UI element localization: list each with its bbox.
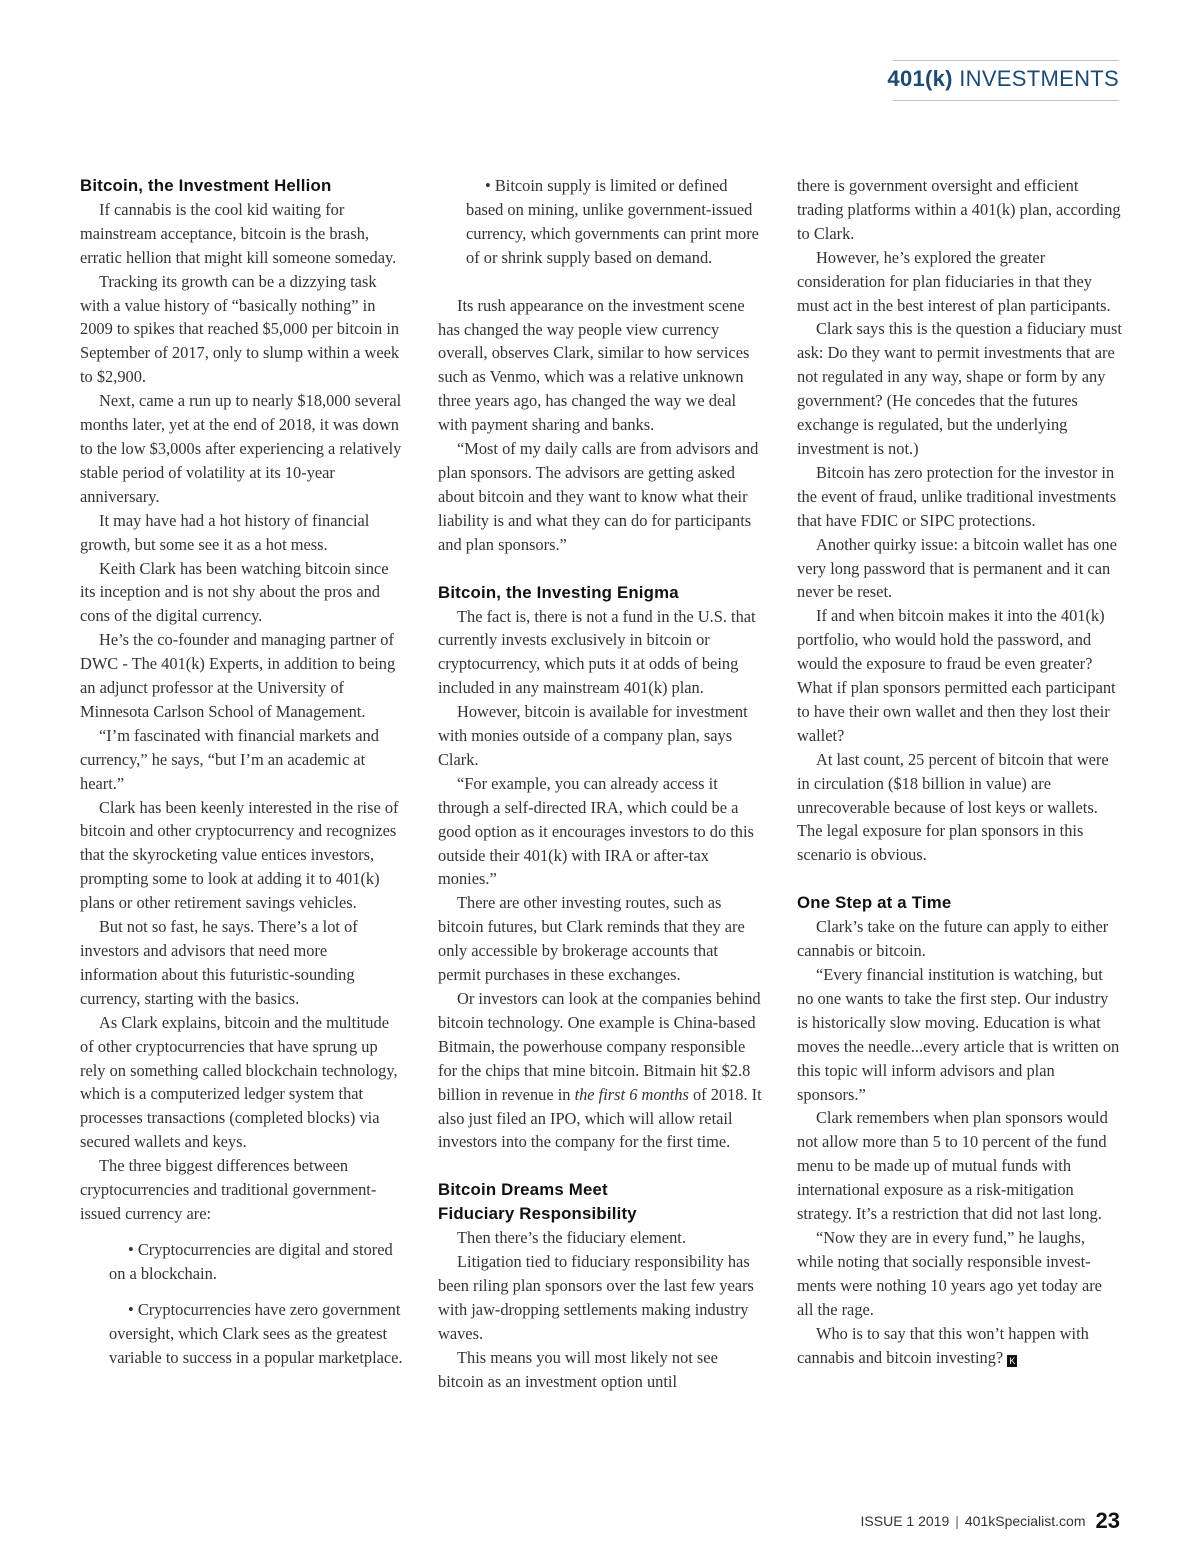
paragraph: Clark says this is the question a fiduciary must ask: Do they want to permit investments that are not regulated in any way, shape or form by any government? (He concedes that the futures exchange is regulated, but the underlying investment is not.) — [797, 319, 1122, 458]
paragraph: But not so fast, he says. There’s a lot of investors and advisors that need more information about this futuristic-sounding currency, starting with the basics. — [80, 917, 358, 1008]
spacer — [80, 1226, 405, 1238]
paragraph: However, bitcoin is available for investment with monies outside of a company plan, says Clark. — [438, 702, 748, 769]
spacer — [438, 270, 763, 294]
header-rule-bottom — [893, 100, 1119, 101]
paragraph: Then there’s the fiduciary element. — [457, 1228, 686, 1248]
paragraph: “Now they are in every fund,” he laughs, while noting that socially responsible investments were nothing 10 years ago yet today are all the rage. — [797, 1227, 1102, 1319]
paragraph: Clark remembers when plan sponsors would not allow more than 5 to 10 percent of the fund menu to be made up of mutual funds with international exposure as a risk-mitigation strategy. It’s a restriction that did not last long. — [797, 1108, 1108, 1224]
paragraph: The three biggest differences between cryptocurrencies and traditional government-issued currency are: — [80, 1156, 377, 1223]
header-rule-top — [893, 60, 1119, 61]
paragraph: If cannabis is the cool kid waiting for mainstream acceptance, bitcoin is the brash, erratic hellion that might kill someone someday. — [80, 199, 397, 267]
paragraph-text: of 2018. It also just filed an IPO, which will allow retail investors into the company for the first time. — [438, 1084, 762, 1152]
spacer — [438, 557, 763, 581]
column-2 — [438, 174, 763, 1394]
footer-separator: | — [955, 1513, 959, 1529]
bullet-item: • Cryptocurrencies are digital and stored on a blockchain. — [109, 1239, 393, 1283]
paragraph: It may have had a hot history of financial growth, but some see it as a hot mess. — [80, 510, 370, 554]
heading-one-step: One Step at a Time — [797, 893, 952, 913]
spacer — [80, 1286, 405, 1298]
paragraph: Clark has been keenly interested in the rise of bitcoin and other cryptocurrency and recognizes that the skyrocketing value entices investors, prompting some to look at adding it to 401(k) plans or other retirement savings vehicles. — [80, 797, 399, 913]
paragraph: However, he’s explored the greater consideration for plan fiduciaries in that they must act in the best interest of plan participants. — [797, 247, 1111, 315]
footer-issue: ISSUE 1 2019 — [860, 1513, 950, 1529]
end-mark-icon: K — [1009, 1355, 1016, 1366]
spacer — [438, 1154, 763, 1178]
paragraph-continued: there is government oversight and efficient trading platforms within a 401(k) plan, according to Clark. — [797, 176, 1121, 243]
paragraph: Another quirky issue: a bitcoin wallet has one very long password that is permanent and it can never be reset. — [797, 534, 1117, 602]
paragraph: Next, came a run up to nearly $18,000 several months later, yet at the end of 2018, it was down to the low $3,000s after experiencing a relatively stable period of volatility at its 10-year anniversary. — [80, 391, 402, 506]
paragraph: Its rush appearance on the investment scene has changed the way people view currency overall, observes Clark, similar to how services such as Venmo, which was a relative unknown three years ago, has changed the way we deal with payment sharing and banks. — [438, 295, 750, 435]
paragraph: At last count, 25 percent of bitcoin that were in circulation ($18 billion in value) are unrecoverable because of lost keys or wallets. The legal exposure for plan sponsors in this scenario is obvious. — [797, 749, 1109, 865]
paragraph: If and when bitcoin makes it into the 401(k) portfolio, who would hold the password, and would the exposure to fraud be even greater? What if plan sponsors permitted each participant to have their own wallet and then they lost their wallet? — [797, 606, 1116, 745]
page-footer — [861, 1508, 1120, 1534]
paragraph: Clark’s take on the future can apply to either cannabis or bitcoin. — [797, 917, 1109, 961]
page-number: 23 — [1095, 1508, 1120, 1533]
section-header — [887, 66, 1119, 92]
paragraph-text: Who is to say that this won’t happen with cannabis and bitcoin investing? — [797, 1323, 1089, 1367]
heading-investment-hellion: Bitcoin, the Investment Hellion — [80, 176, 332, 195]
paragraph: “For example, you can already access it through a self-directed IRA, which could be a good option as it encourages investors to do this outside their 401(k) with IRA or after-tax monies.” — [438, 773, 754, 889]
paragraph: He’s the co-founder and managing partner of DWC - The 401(k) Experts, in addition to being an adjunct professor at the University of Minnesota Carlson School of Management. — [80, 630, 396, 721]
paragraph: The fact is, there is not a fund in the U.S. that currently invests exclusively in bitcoin or cryptocurrency, which puts it at odds of being included in any mainstream 401(k) plan. — [438, 606, 756, 698]
paragraph: “Every financial institution is watching, but no one wants to take the first step. Our industry is historically slow moving. Education is what moves the needle...every article that is written on this topic will inform advisors and plan sponsors.” — [797, 965, 1120, 1104]
paragraph: Bitcoin has zero protection for the investor in the event of fraud, unlike traditional investments that have FDIC or SIPC protections. — [797, 462, 1117, 530]
section-header-bold: 401(k) — [887, 66, 953, 91]
paragraph: Litigation tied to fiduciary responsibility has been riling plan sponsors over the last few years with jaw-dropping settlements making industry waves. — [438, 1252, 754, 1343]
paragraph-italic: the first 6 months — [574, 1084, 689, 1104]
column-3 — [797, 174, 1122, 1369]
paragraph-text: Or investors can look at the companies behind bitcoin technology. One example is China-based Bitmain, the powerhouse company responsible for the chips that mine bitcoin. Bitmain hit $2.8 billion in revenue in — [438, 989, 761, 1104]
paragraph: Tracking its growth can be a dizzying task with a value history of “basically nothing” in 2009 to spikes that reached $5,000 per bitcoin in September of 2017, only to slump within a week to $2,900. — [80, 271, 400, 387]
paragraph — [438, 987, 763, 1154]
spacer — [797, 867, 1122, 891]
paragraph: There are other investing routes, such as bitcoin futures, but Clark reminds that they are only accessible by brokerage accounts that permit purchases in these exchanges. — [438, 893, 745, 985]
paragraph: “Most of my daily calls are from advisors and plan sponsors. The advisors are getting asked about bitcoin and they want to know what their liability is and what they can do for participants and plan sponsors.” — [438, 439, 759, 554]
paragraph: This means you will most likely not see bitcoin as an investment option until — [438, 1347, 718, 1391]
footer-site: 401kSpecialist.com — [964, 1513, 1086, 1529]
paragraph — [797, 1322, 1122, 1370]
heading-investing-enigma: Bitcoin, the Investing Enigma — [438, 582, 679, 602]
column-1 — [80, 174, 405, 1369]
section-header-rest: INVESTMENTS — [952, 66, 1119, 91]
bullet-item: • Cryptocurrencies have zero government oversight, which Clark sees as the greatest variable to success in a popular marketplace. — [109, 1299, 403, 1367]
bullet-item: • Bitcoin supply is limited or defined based on mining, unlike government-issued currency, which governments can print more of or shrink supply based on demand. — [466, 176, 759, 267]
paragraph: Keith Clark has been watching bitcoin since its inception and is not shy about the pros and cons of the digital currency. — [80, 558, 389, 626]
heading-fiduciary-line2: Fiduciary Responsibility — [438, 1204, 637, 1224]
paragraph: “I’m fascinated with financial markets and currency,” he says, “but I’m an academic at heart.” — [80, 725, 379, 793]
heading-fiduciary-line1: Bitcoin Dreams Meet — [438, 1180, 608, 1200]
paragraph: As Clark explains, bitcoin and the multitude of other cryptocurrencies that have sprung up rely on something called blockchain technology, which is a computerized ledger system that processes transactions (completed blocks) via secured wallets and keys. — [80, 1012, 398, 1152]
